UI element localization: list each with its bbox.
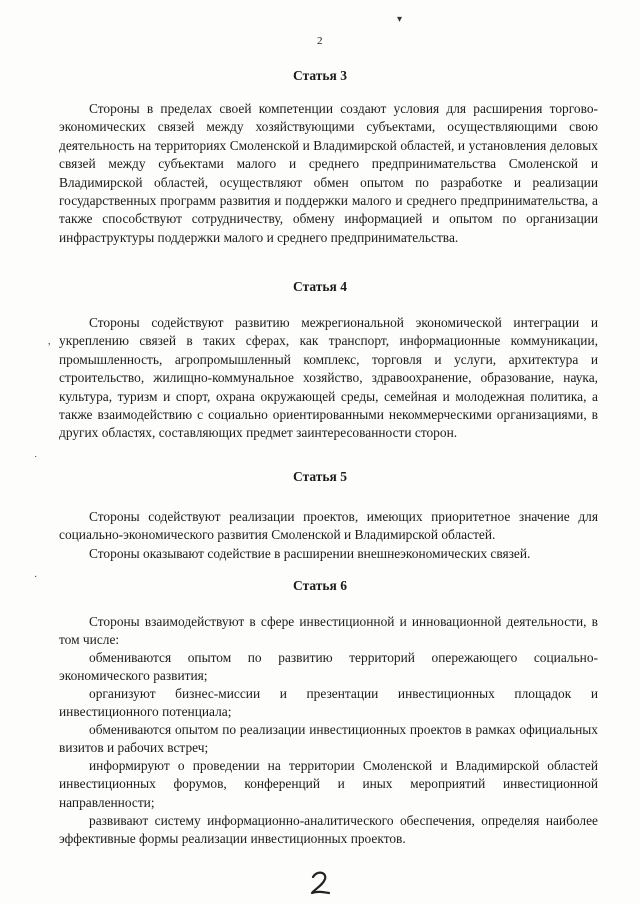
article-6-heading: Статья 6: [293, 578, 347, 593]
article-4-heading: Статья 4: [293, 279, 347, 294]
scan-speck: ·: [34, 572, 38, 583]
article-4-paragraph: Стороны содействуют развитию межрегиональной экономической интеграции и укреплению связей в таких сферах, как транспорт, информационные коммуникации, промышленность, агропромышленный комплекс, торговля и услуги, архитектура и строительство, жилищно-коммунальное хозяйство, здравоохранение, образование, наука, культура, туризм и спорт, охрана окружающей среды, семейная и молодежная политика, а также взаимодействию с социально ориентированными некоммерческими организациями, в других областях, составляющих предмет заинтересованности сторон.: [59, 315, 598, 441]
handwritten-page-number: [305, 868, 335, 898]
article-6-paragraph-intro: Стороны взаимодействуют в сфере инвестиционной и инновационной деятельности, в том числе:: [59, 614, 598, 648]
article-3-heading: Статья 3: [293, 68, 347, 83]
article-6-item-2: организуют бизнес-миссии и презентации инвестиционных площадок и инвестиционного потенциала;: [59, 686, 598, 720]
article-6-item-4: информируют о проведении на территории Смоленской и Владимирской областей инвестиционных форумов, конференций и иных мероприятий инвестиционной направленности;: [59, 758, 598, 810]
scan-speck: ˙: [34, 455, 38, 466]
scan-speck: ▾: [397, 14, 403, 25]
article-5-heading: Статья 5: [293, 469, 347, 484]
article-5-paragraph-1: Стороны содействуют реализации проектов, имеющих приоритетное значение для социально-экономического развития Смоленской и Владимирской областей.: [59, 509, 598, 543]
scan-speck: ,: [48, 336, 51, 347]
article-6-item-1: обмениваются опытом по развитию территорий опережающего социально-экономического развития;: [59, 650, 598, 684]
page-number: 2: [317, 35, 323, 47]
article-3-paragraph: Стороны в пределах своей компетенции создают условия для расширения торгово-экономических связей между хозяйствующими субъектами, осуществляющими свою деятельность на территориях Смоленской и Владимирской областей, и установления деловых связей между субъектами малого и среднего предпринимательства Смоленской и Владимирской областей, осуществляют обмен опытом по разработке и реализации государственных программ развития и поддержки малого и среднего предпринимательства, а также способствуют сотрудничеству, обмену информацией и опытом по организации инфраструктуры поддержки малого и среднего предпринимательства.: [59, 101, 598, 245]
article-6-item-3: обмениваются опытом по реализации инвестиционных проектов в рамках официальных визитов и рабочих встреч;: [59, 722, 598, 756]
article-6-item-5: развивают систему информационно-аналитического обеспечения, определяя наиболее эффективные формы реализации инвестиционных проектов.: [59, 813, 598, 847]
article-5-paragraph-2: Стороны оказывают содействие в расширении внешнеэкономических связей.: [89, 546, 531, 561]
